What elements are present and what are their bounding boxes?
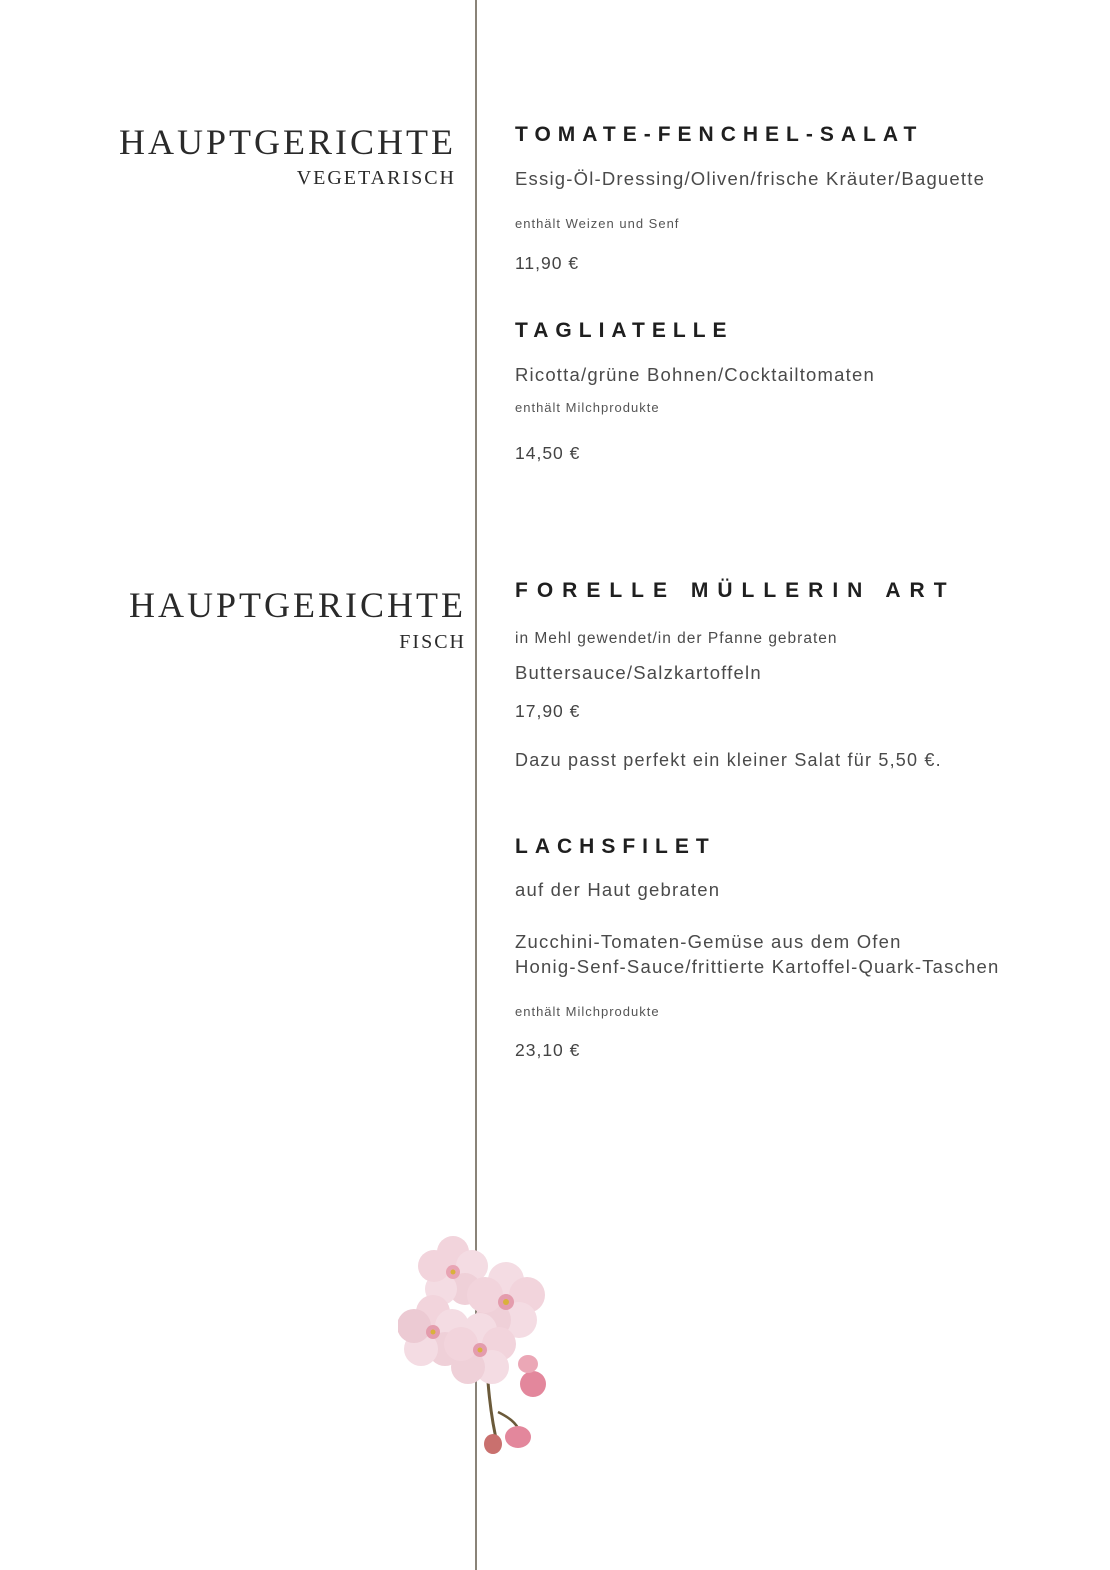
dish-price: 17,90 € xyxy=(515,701,581,721)
dish-price: 23,10 € xyxy=(515,1040,581,1060)
dish-allergens: enthält Milchprodukte xyxy=(515,1004,660,1019)
dish-name-tomate-fenchel-salat: TOMATE-FENCHEL-SALAT xyxy=(515,123,924,146)
dish-name-lachsfilet: LACHSFILET xyxy=(515,835,716,858)
dish-description: Essig-Öl-Dressing/Oliven/frische Kräuter/Baguette xyxy=(515,168,986,189)
category-title-vegetarian: HAUPTGERICHTE xyxy=(119,122,456,162)
category-subtitle-vegetarian: VEGETARISCH xyxy=(296,167,456,189)
cherry-blossom-icon xyxy=(398,1232,558,1462)
dish-description-line: Zucchini-Tomaten-Gemüse aus dem Ofen xyxy=(515,931,902,952)
dish-name-forelle-muellerin-art: FORELLE MÜLLERIN ART xyxy=(515,579,956,602)
dish-description: Buttersauce/Salzkartoffeln xyxy=(515,662,762,683)
dish-allergens: enthält Milchprodukte xyxy=(515,400,660,415)
dish-name-tagliatelle: TAGLIATELLE xyxy=(515,319,734,342)
dish-price: 14,50 € xyxy=(515,443,581,463)
dish-price: 11,90 € xyxy=(515,253,580,273)
dish-note: Dazu passt perfekt ein kleiner Salat für 5,50 €. xyxy=(515,750,942,770)
category-title-fish: HAUPTGERICHTE xyxy=(129,585,466,625)
dish-description: Ricotta/grüne Bohnen/Cocktailtomaten xyxy=(515,364,875,385)
dish-allergens: enthält Weizen und Senf xyxy=(515,216,680,231)
dish-preparation: auf der Haut gebraten xyxy=(515,879,721,900)
category-subtitle-fish: FISCH xyxy=(399,631,466,653)
dish-description-line: Honig-Senf-Sauce/frittierte Kartoffel-Quark-Taschen xyxy=(515,956,1000,977)
dish-preparation: in Mehl gewendet/in der Pfanne gebraten xyxy=(515,630,838,647)
